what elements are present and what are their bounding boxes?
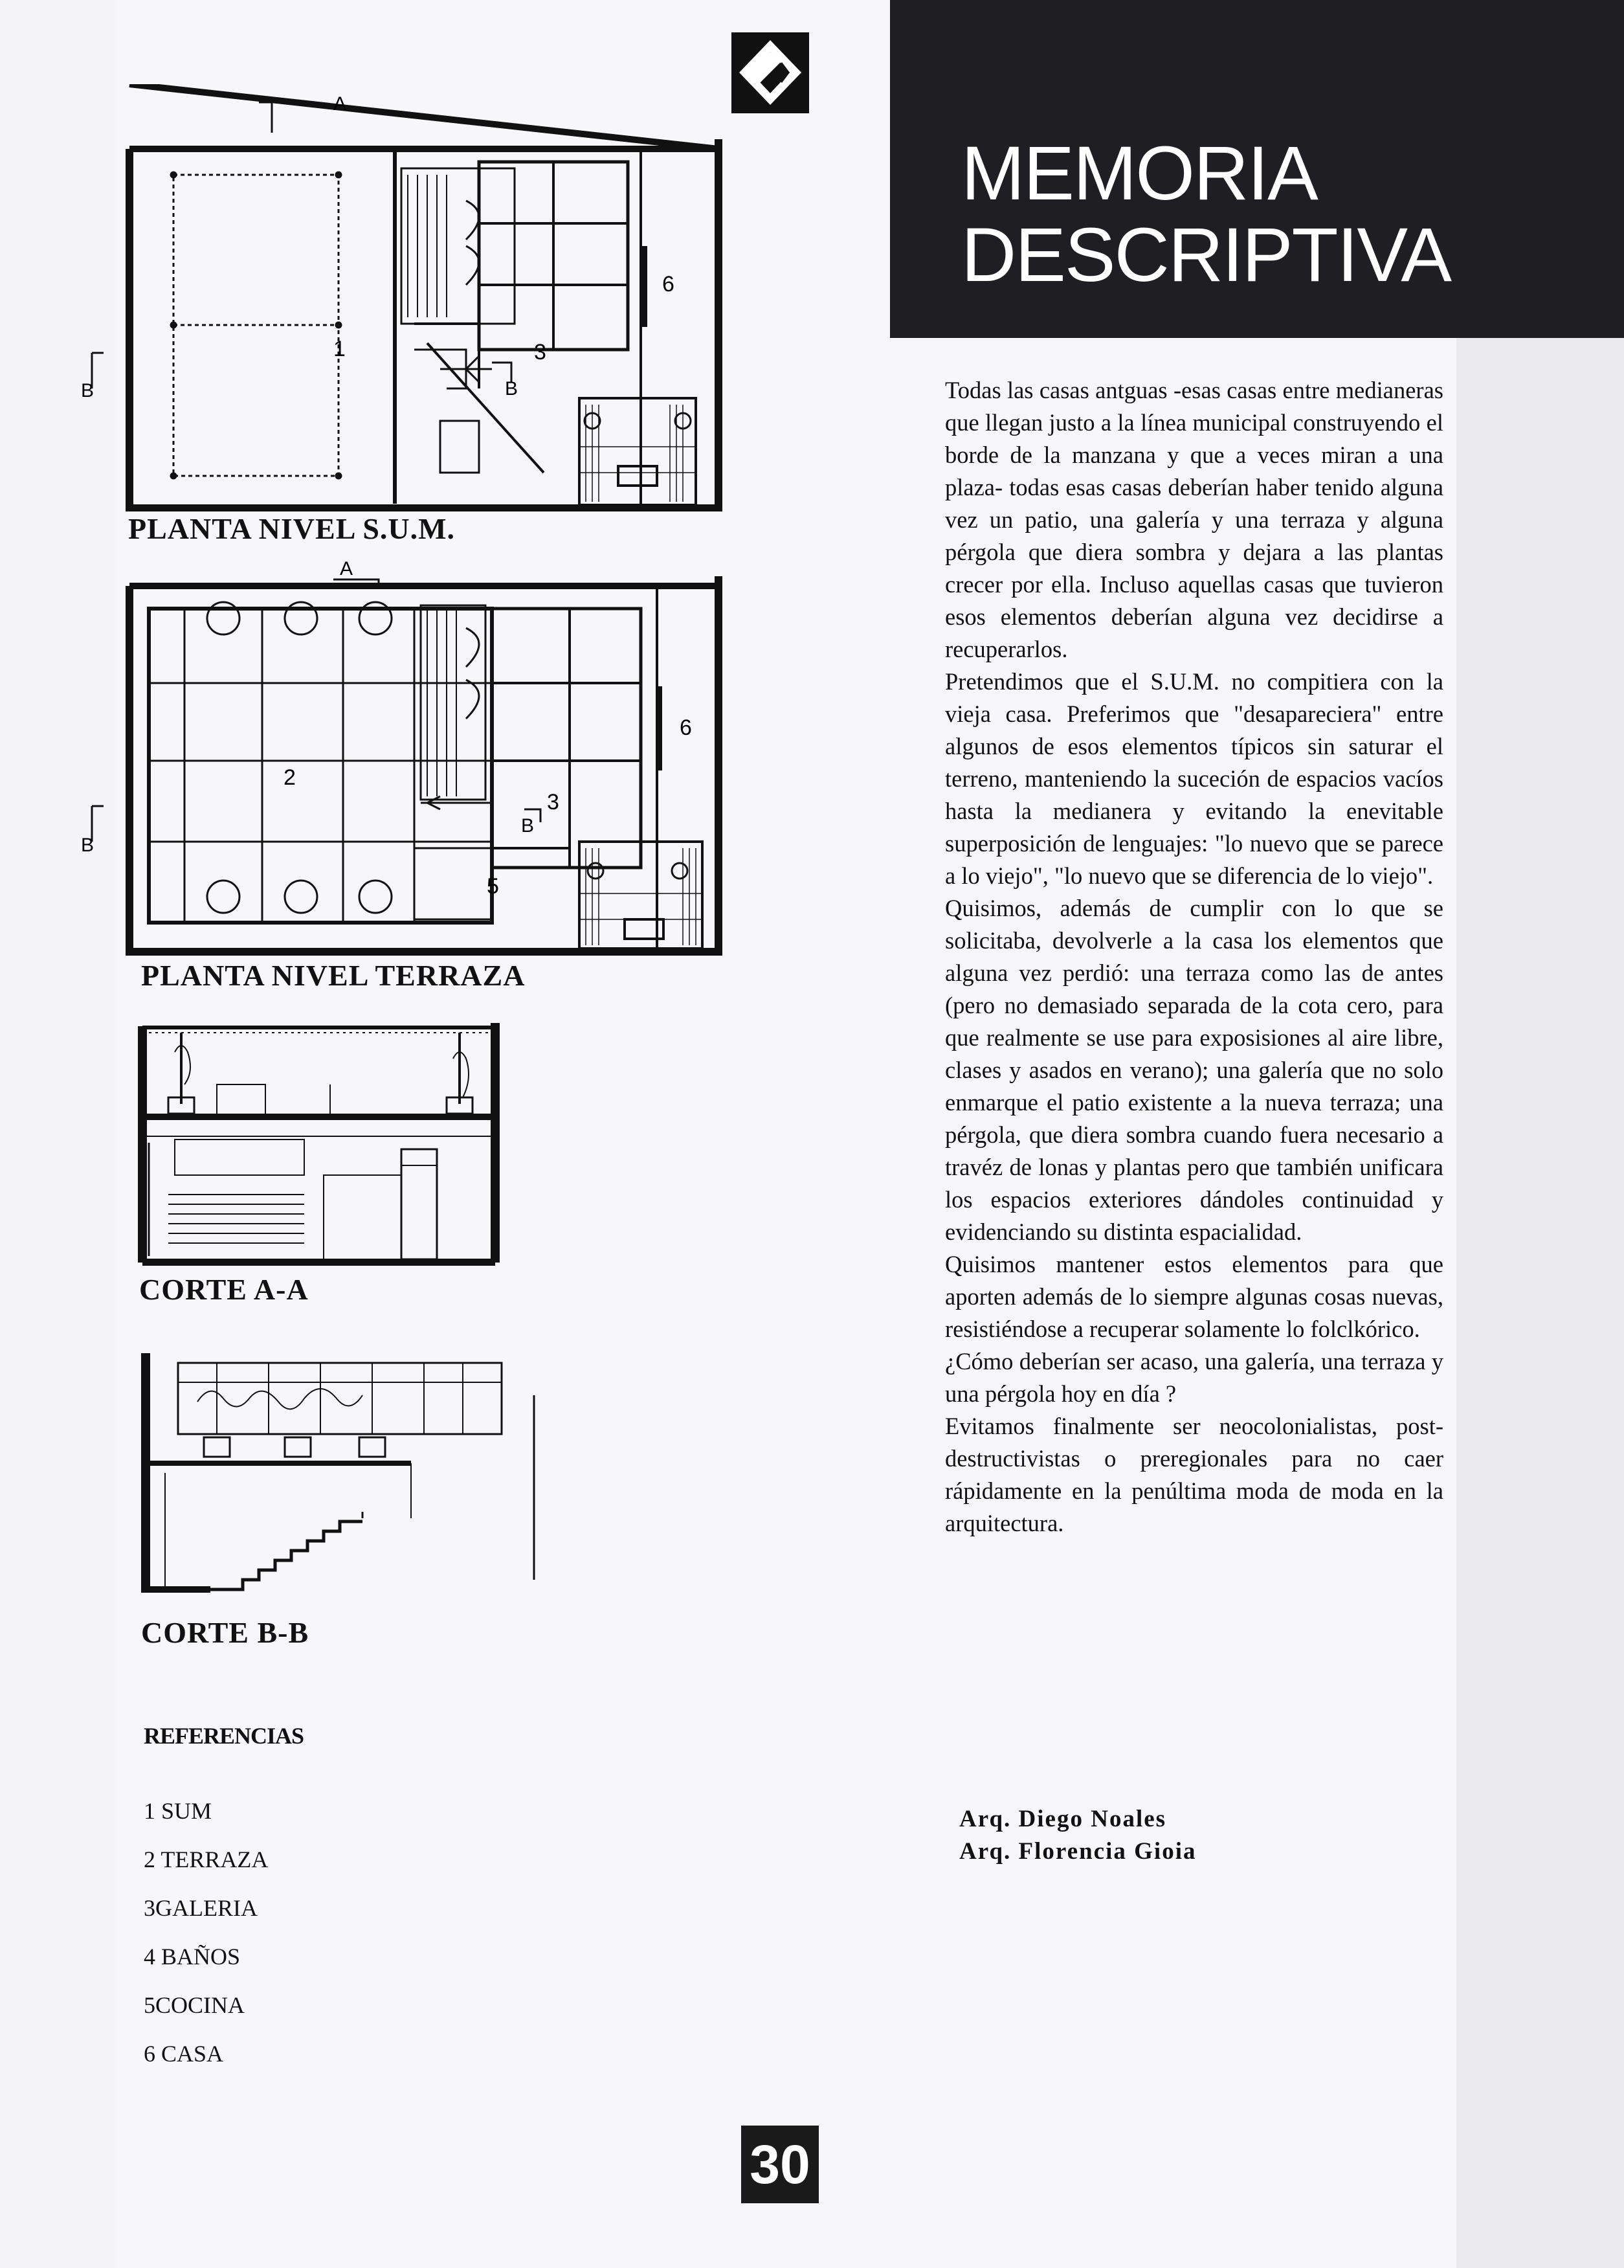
plan-terrace-title: PLANTA NIVEL TERRAZA — [141, 959, 526, 992]
page-edge — [1456, 0, 1624, 2268]
body-paragraph: Quisimos mantener estos elementos para que aporten además de lo siempre algunas cosas nuevas, resistiéndose a recuperar solamente lo folclkórico. — [945, 1251, 1443, 1342]
reference-item: 5COCINA — [144, 1992, 245, 2018]
references-list — [144, 1787, 268, 2078]
plan-terrace-drawing — [78, 557, 738, 958]
reference-item: 3GALERIA — [144, 1895, 258, 1921]
plan-terrace-section-b-right: B — [521, 815, 535, 836]
body-paragraph: ¿Cómo deberían ser acaso, una galería, una terraza y una pérgola hoy en día ? — [945, 1348, 1443, 1407]
title-line-2: DESCRIPTIVA — [961, 212, 1451, 298]
header-block — [890, 0, 1624, 338]
plan-terrace-label-6: 6 — [680, 715, 692, 740]
page-number: 30 — [741, 2126, 819, 2203]
plan-sum-title: PLANTA NIVEL S.U.M. — [128, 512, 456, 545]
author-name: Arq. Diego Noales — [959, 1806, 1167, 1832]
plan-terrace-label-5: 5 — [487, 874, 499, 899]
authors — [959, 1803, 1196, 1868]
body-paragraph: Quisimos, además de cumplir con lo que se solicitaba, devolverle a la casa los elementos que alguna vez perdió: una terraza como las de antes (pero no demasiado separada de la cota cero, para que realmente se use para exposisiones al aire libre, clases y asados en verano); una galería que no solo enmarque el patio existente a la nueva terraza; una pérgola, que diera sombra cuando fuera necesario a travéz de lonas y plantas pero que también unificara los espacios exteriores dándoles continuidad y evidenciando su distinta espacialidad. — [945, 895, 1443, 1245]
plan-sum-section-a: A — [333, 93, 347, 115]
page-title — [961, 133, 1451, 296]
plan-sum-section-b-right: B — [505, 378, 518, 399]
reference-item: 1 SUM — [144, 1798, 212, 1824]
reference-item: 6 CASA — [144, 2041, 224, 2067]
plan-sum-label-3: 3 — [534, 340, 546, 365]
plan-terrace-section-a: A — [340, 558, 353, 579]
publisher-logo-icon — [731, 32, 809, 113]
plan-terrace-label-2: 2 — [284, 765, 296, 790]
plan-terrace-section-b: B — [81, 835, 95, 856]
plan-sum-label-1: 1 — [333, 337, 346, 361]
section-bb-drawing — [139, 1350, 553, 1596]
body-paragraph: Evitamos finalmente ser neocolonialistas, post-destructivistas o preregionales para no caer rápidamente en la penúltima moda de moda en la arquitectura. — [945, 1413, 1443, 1536]
references-title: REFERENCIAS — [144, 1723, 304, 1749]
body-text — [945, 374, 1443, 1540]
reference-item: 4 BAÑOS — [144, 1944, 241, 1970]
plan-sum-drawing — [78, 84, 725, 511]
reference-item: 2 TERRAZA — [144, 1847, 269, 1872]
plan-sum-section-b: B — [81, 380, 95, 401]
section-bb-title: CORTE B-B — [141, 1616, 309, 1649]
section-aa-drawing — [136, 1013, 511, 1266]
author-name: Arq. Florencia Gioia — [959, 1838, 1197, 1865]
body-paragraph: Todas las casas antguas -esas casas entre medianeras que llegan justo a la línea municipal construyendo el borde de la manzana y que a veces miran a una plaza- todas esas casas deberían haber tenido alguna vez un patio, una galería y una terraza y alguna pérgola que diera sombra y dejara a las plantas crecer por ella. Incluso aquellas casas que tuvieron esos elementos deberían alguna vez decidirse a recuperarlos. — [945, 377, 1443, 662]
section-aa-title: CORTE A-A — [139, 1273, 309, 1306]
title-line-1: MEMORIA — [961, 131, 1317, 216]
plan-sum-label-6: 6 — [662, 272, 674, 297]
plan-terrace-label-3: 3 — [547, 790, 559, 814]
body-paragraph: Pretendimos que el S.U.M. no compitiera con la vieja casa. Preferimos que "desapareciera" entre algunos de esos elementos típicos sin saturar el terreno, manteniendo la suceción de espacios vacíos hasta la medianera y evitando la enevitable superposición de lenguajes: "lo nuevo que se parece a lo viejo", "lo nuevo que se diferencia de lo viejo". — [945, 668, 1443, 889]
